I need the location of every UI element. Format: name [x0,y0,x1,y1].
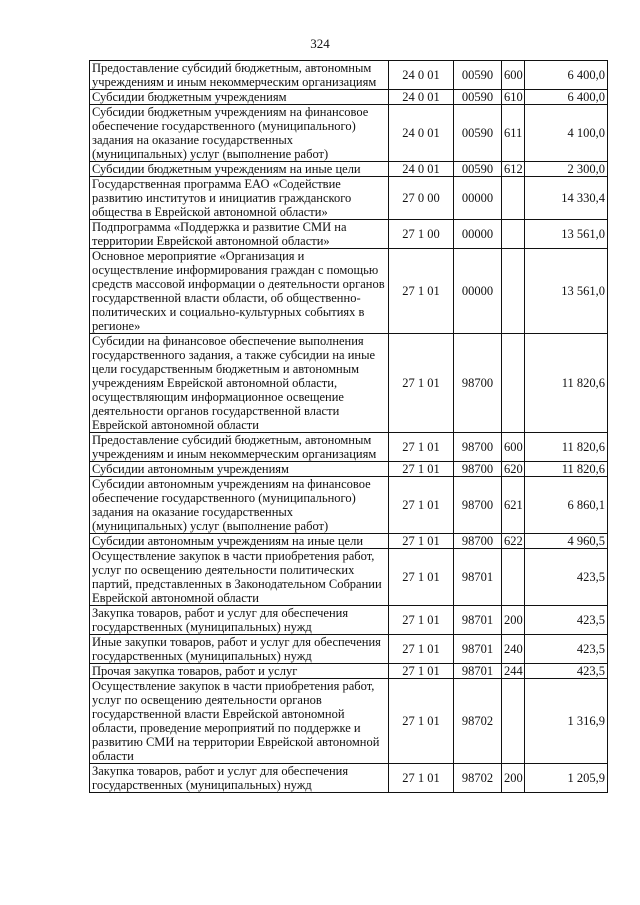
row-subcode-cell: 98700 [454,477,502,534]
table-row [90,177,608,220]
row-sum-cell: 423,5 [525,635,608,664]
row-subcode-cell: 00590 [454,105,502,162]
row-code-cell: 27 1 01 [389,477,454,534]
row-kind-cell: 621 [502,477,525,534]
row-sum-cell: 11 820,6 [525,433,608,462]
row-name-cell: Предоставление субсидий бюджетным, автономным учреждениям и иным некоммерческим организациям [90,433,389,462]
row-subcode-cell: 98701 [454,664,502,679]
row-name-cell: Субсидии на финансовое обеспечение выполнения государственного задания, а также субсидии на иные цели государственным бюджетным и автономным учреждениям Еврейской автономной области, осуществляющим информационное освещение деятельности органов государственной власти Еврейской автономной области [90,334,389,433]
row-subcode-cell: 00000 [454,177,502,220]
row-kind-cell: 622 [502,534,525,549]
table-row [90,477,608,534]
row-name-cell: Иные закупки товаров, работ и услуг для обеспечения государственных (муниципальных) нужд [90,635,389,664]
row-name-cell: Закупка товаров, работ и услуг для обеспечения государственных (муниципальных) нужд [90,606,389,635]
table-row [90,679,608,764]
row-sum-cell: 4 100,0 [525,105,608,162]
row-code-cell: 27 0 00 [389,177,454,220]
row-code-cell: 27 1 01 [389,334,454,433]
table-row [90,462,608,477]
row-kind-cell: 612 [502,162,525,177]
row-sum-cell: 13 561,0 [525,249,608,334]
row-subcode-cell: 98701 [454,606,502,635]
table-row [90,433,608,462]
row-subcode-cell: 98701 [454,635,502,664]
table-row [90,606,608,635]
row-subcode-cell: 00590 [454,162,502,177]
row-subcode-cell: 98702 [454,764,502,793]
row-name-cell: Подпрограмма «Поддержка и развитие СМИ на территории Еврейской автономной области» [90,220,389,249]
row-code-cell: 24 0 01 [389,105,454,162]
table-body [90,61,608,793]
row-kind-cell [502,679,525,764]
table-row [90,249,608,334]
row-name-cell: Основное мероприятие «Организация и осуществление информирования граждан с помощью средств массовой информации о деятельности органов государственной власти области, об общественно-политических и социально-культурных событиях в регионе» [90,249,389,334]
row-subcode-cell: 98702 [454,679,502,764]
row-kind-cell: 200 [502,606,525,635]
row-subcode-cell: 00000 [454,249,502,334]
table-row [90,664,608,679]
row-kind-cell: 244 [502,664,525,679]
table-row [90,220,608,249]
row-subcode-cell: 00590 [454,90,502,105]
table-row [90,90,608,105]
row-code-cell: 27 1 01 [389,635,454,664]
row-sum-cell: 11 820,6 [525,462,608,477]
table-row [90,105,608,162]
row-name-cell: Закупка товаров, работ и услуг для обеспечения государственных (муниципальных) нужд [90,764,389,793]
row-sum-cell: 4 960,5 [525,534,608,549]
row-sum-cell: 2 300,0 [525,162,608,177]
row-subcode-cell: 98700 [454,433,502,462]
row-code-cell: 27 1 01 [389,606,454,635]
row-kind-cell: 610 [502,90,525,105]
row-kind-cell: 240 [502,635,525,664]
row-kind-cell: 200 [502,764,525,793]
table-row [90,549,608,606]
row-code-cell: 27 1 01 [389,764,454,793]
row-name-cell: Субсидии автономным учреждениям на финансовое обеспечение государственного (муниципального) задания на оказание государственных (муниципальных) услуг (выполнение работ) [90,477,389,534]
table-row [90,61,608,90]
page-number: 324 [310,36,330,51]
row-sum-cell: 14 330,4 [525,177,608,220]
row-kind-cell [502,177,525,220]
row-subcode-cell: 00590 [454,61,502,90]
row-name-cell: Субсидии автономным учреждениям [90,462,389,477]
table-row [90,635,608,664]
row-name-cell: Прочая закупка товаров, работ и услуг [90,664,389,679]
row-name-cell: Субсидии бюджетным учреждениям на иные цели [90,162,389,177]
row-sum-cell: 423,5 [525,606,608,635]
row-subcode-cell: 98701 [454,549,502,606]
row-subcode-cell: 98700 [454,462,502,477]
row-name-cell: Осуществление закупок в части приобретения работ, услуг по освещению деятельности органов государственной власти Еврейской автономной области, проведение мероприятий по поддержке и развитию СМИ на территории Еврейской автономной области [90,679,389,764]
row-kind-cell: 600 [502,61,525,90]
row-sum-cell: 423,5 [525,664,608,679]
row-name-cell: Предоставление субсидий бюджетным, автономным учреждениям и иным некоммерческим организациям [90,61,389,90]
row-sum-cell: 6 860,1 [525,477,608,534]
table-row [90,534,608,549]
row-name-cell: Субсидии бюджетным учреждениям [90,90,389,105]
row-code-cell: 27 1 01 [389,249,454,334]
row-sum-cell: 13 561,0 [525,220,608,249]
row-kind-cell [502,249,525,334]
row-code-cell: 27 1 01 [389,534,454,549]
row-code-cell: 27 1 01 [389,462,454,477]
row-kind-cell [502,220,525,249]
row-sum-cell: 1 205,9 [525,764,608,793]
table-row [90,764,608,793]
row-subcode-cell: 00000 [454,220,502,249]
row-sum-cell: 6 400,0 [525,61,608,90]
row-name-cell: Государственная программа ЕАО «Содействие развитию институтов и инициатив гражданского общества в Еврейской автономной области» [90,177,389,220]
row-kind-cell: 600 [502,433,525,462]
row-sum-cell: 423,5 [525,549,608,606]
row-kind-cell: 620 [502,462,525,477]
row-code-cell: 27 1 00 [389,220,454,249]
row-code-cell: 24 0 01 [389,162,454,177]
row-name-cell: Осуществление закупок в части приобретения работ, услуг по освещению деятельности политических партий, представленных в Законодательном Собрании Еврейской автономной области [90,549,389,606]
row-sum-cell: 1 316,9 [525,679,608,764]
row-sum-cell: 6 400,0 [525,90,608,105]
row-code-cell: 27 1 01 [389,433,454,462]
row-code-cell: 24 0 01 [389,90,454,105]
row-code-cell: 24 0 01 [389,61,454,90]
row-sum-cell: 11 820,6 [525,334,608,433]
row-name-cell: Субсидии бюджетным учреждениям на финансовое обеспечение государственного (муниципального) задания на оказание государственных (муниципальных) услуг (выполнение работ) [90,105,389,162]
row-code-cell: 27 1 01 [389,549,454,606]
row-subcode-cell: 98700 [454,534,502,549]
row-kind-cell: 611 [502,105,525,162]
row-subcode-cell: 98700 [454,334,502,433]
table-row [90,162,608,177]
row-name-cell: Субсидии автономным учреждениям на иные цели [90,534,389,549]
row-code-cell: 27 1 01 [389,679,454,764]
row-kind-cell [502,549,525,606]
table-row [90,334,608,433]
budget-table [89,60,608,793]
row-code-cell: 27 1 01 [389,664,454,679]
row-kind-cell [502,334,525,433]
